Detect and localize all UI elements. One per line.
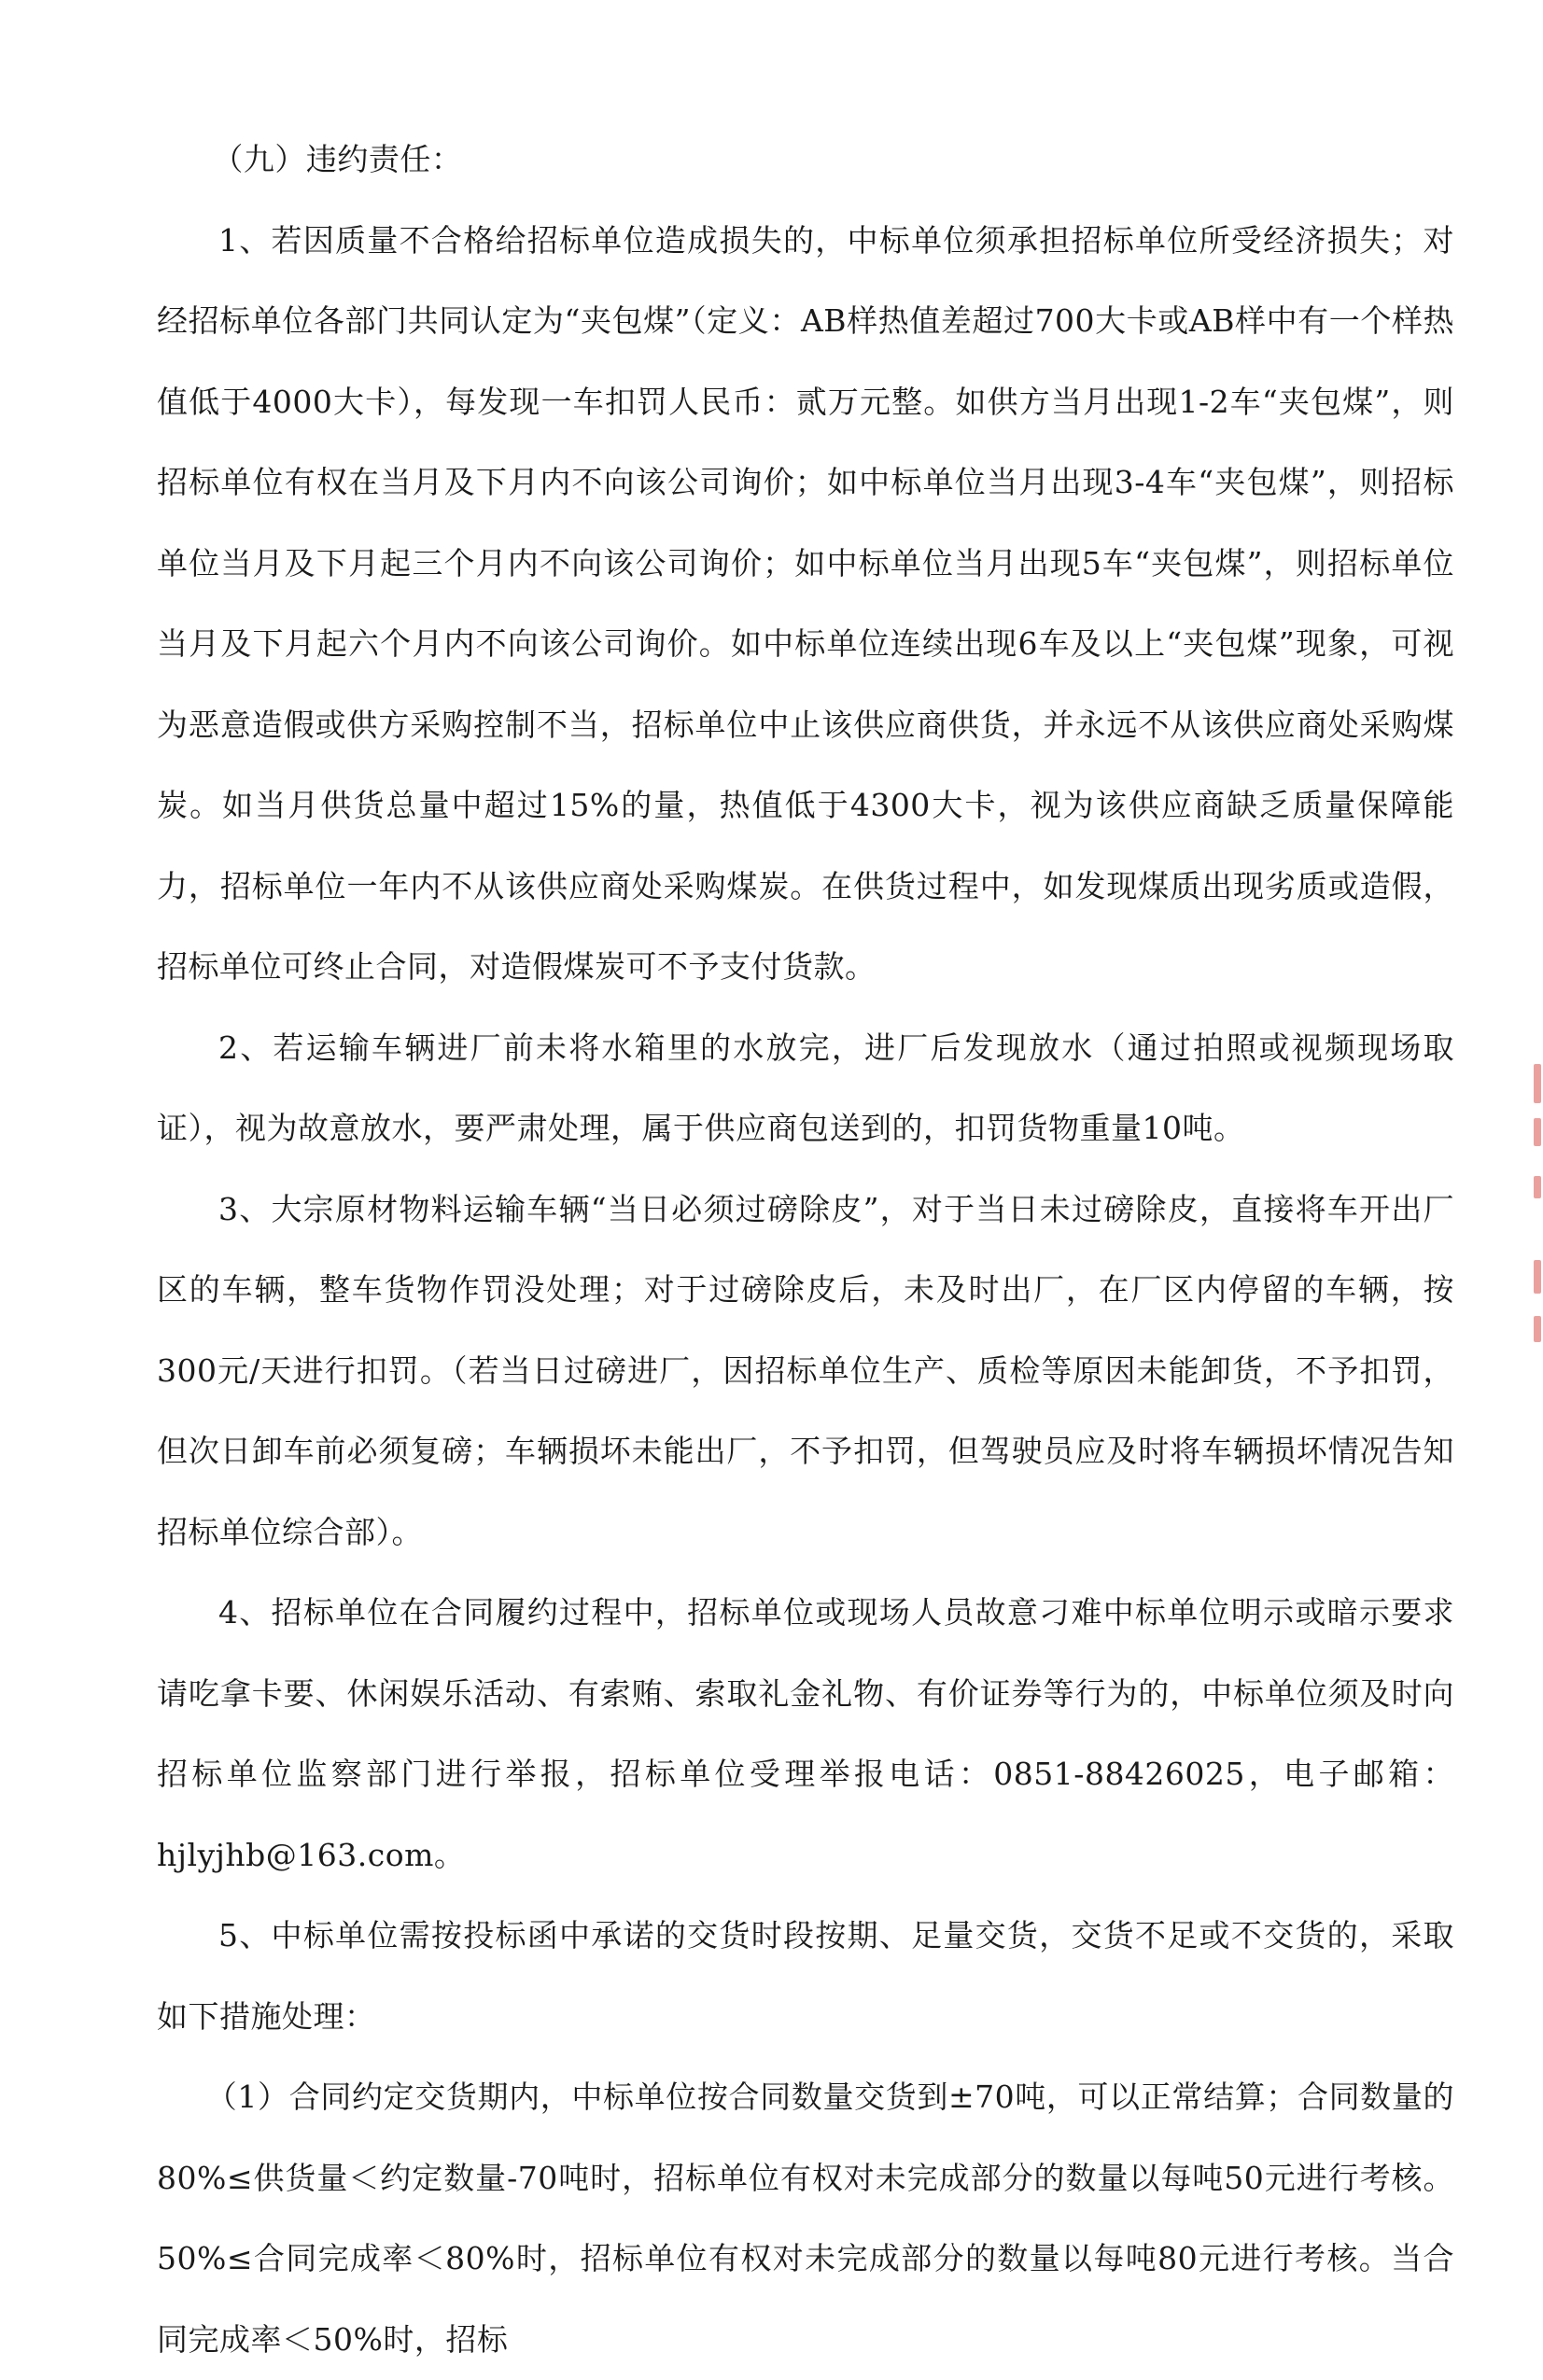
clause-2-water-discharge: 2、若运输车辆进厂前未将水箱里的水放完，进厂后发现放水（通过拍照或视频现场取证），视为故意放水，要严肃处理，属于供应商包送到的，扣罚货物重量10吨。 <box>157 1029 1454 1146</box>
red-seal-edge-mark <box>1534 1316 1541 1342</box>
red-seal-edge-mark <box>1534 1118 1541 1146</box>
red-seal-edge-mark <box>1534 1176 1541 1198</box>
scan-edge-marks <box>1532 1064 1543 1372</box>
red-seal-edge-mark <box>1534 1064 1541 1103</box>
red-seal-edge-mark <box>1534 1260 1541 1294</box>
clause-3-weighing-rule: 3、大宗原材物料运输车辆“当日必须过磅除皮”，对于当日未过磅除皮，直接将车开出厂区的车辆，整车货物作罚没处理；对于过磅除皮后，未及时出厂，在厂区内停留的车辆，按300元/天进行扣罚。（若当日过磅进厂，因招标单位生产、质检等原因未能卸货，不予扣罚，但次日卸车前必须复磅；车辆损坏未能出厂，不予扣罚，但驾驶员应及时将车辆损坏情况告知招标单位综合部）。 <box>157 1190 1454 1550</box>
clause-5-sub-item-1: （1）合同约定交货期内，中标单位按合同数量交货到±70吨，可以正常结算；合同数量的80%≤供货量＜约定数量-70吨时，招标单位有权对未完成部分的数量以每吨50元进行考核。50%≤合同完成率＜80%时，招标单位有权对未完成部分的数量以每吨80元进行考核。当合同完成率＜50%时，招标 <box>157 2079 1454 2358</box>
section-title: （九）违约责任： <box>212 141 463 177</box>
document-page <box>157 119 1454 2380</box>
clause-1-quality-penalty: 1、若因质量不合格给招标单位造成损失的，中标单位须承担招标单位所受经济损失；对经招标单位各部门共同认定为“夹包煤”（定义：AB样热值差超过700大卡或AB样中有一个样热值低于4000大卡），每发现一车扣罚人民币：贰万元整。如供方当月出现1-2车“夹包煤”，则招标单位有权在当月及下月内不向该公司询价；如中标单位当月出现3-4车“夹包煤”，则招标单位当月及下月起三个月内不向该公司询价；如中标单位当月出现5车“夹包煤”，则招标单位当月及下月起六个月内不向该公司询价。如中标单位连续出现6车及以上“夹包煤”现象，可视为恶意造假或供方采购控制不当，招标单位中止该供应商供货，并永远不从该供应商处采购煤炭。如当月供货总量中超过15%的量，热值低于4300大卡，视为该供应商缺乏质量保障能力，招标单位一年内不从该供应商处采购煤炭。在供货过程中，如发现煤质出现劣质或造假，招标单位可终止合同，对造假煤炭可不予支付货款。 <box>157 221 1454 985</box>
clause-4-misconduct-report: 4、招标单位在合同履约过程中，招标单位或现场人员故意刁难中标单位明示或暗示要求请吃拿卡要、休闲娱乐活动、有索贿、索取礼金礼物、有价证券等行为的，中标单位须及时向招标单位监察部门进行举报，招标单位受理举报电话：0851-88426025，电子邮箱：hjlyjhb@163.com。 <box>157 1594 1454 1873</box>
clause-5-delivery-shortfall: 5、中标单位需按投标函中承诺的交货时段按期、足量交货，交货不足或不交货的，采取如下措施处理： <box>157 1917 1454 2035</box>
